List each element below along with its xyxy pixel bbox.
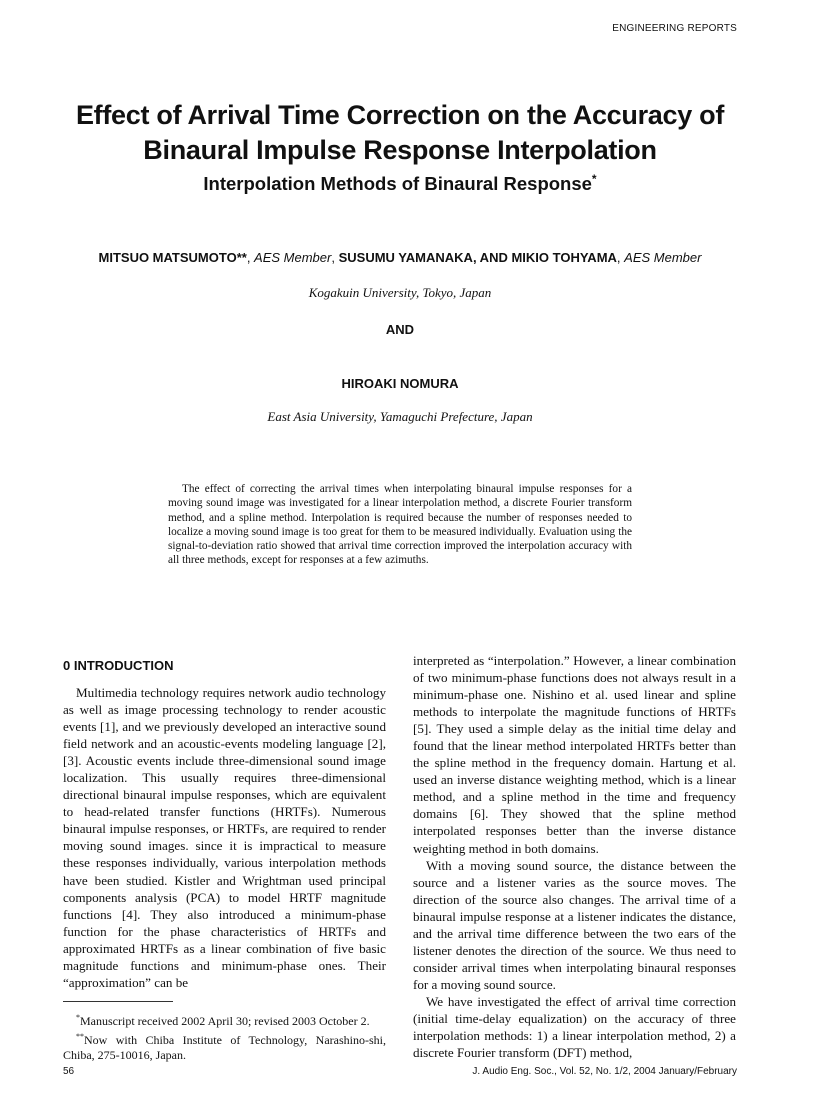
journal-reference: J. Audio Eng. Soc., Vol. 52, No. 1/2, 2004 January/February [472,1066,737,1077]
footnote-mark: * [76,1013,80,1022]
subtitle-text: Interpolation Methods of Binaural Response [203,173,592,194]
and-label: AND [385,322,415,337]
paper-subtitle [0,172,800,195]
abstract: The effect of correcting the arrival times when interpolating binaural impulse responses for a moving sound image was investigated for a linear interpolation method, a discrete Fourier transform method, and a spline method. Interpolation is required because the number of responses needed to localize a moving sound image is too great for them to be measured individually. Evaluation using the signal-to-deviation ratio showed that arrival time correction improved the interpolation accuracy with all three methods, except for responses at a few azimuths. [168,483,632,567]
body-paragraph: Multimedia technology requires network audio technology as well as image processing technology to render acoustic events [1], and we previously developed an interactive sound field network and an acoustic-events modeling language [2], [3]. Acoustic events include three-dimensional sound image localization. This usually requires three-dimensional directional binaural impulse responses, which are equivalent to head-related transfer functions (HRTFs). Numerous binaural impulse responses, or HRTFs, are required to render moving sound images. since it is impractical to measure these responses individually, various interpolation methods have been studied. Kistler and Wrightman used principal components analysis (PCA) to model HRTF magnitude functions [4]. They also introduced a minimum-phase function for the phase characteristics of HRTFs and approximated HRTFs as a linear combination of five basic magnitude functions and minimum-phase ones. Their “approximation” can be [63,685,386,990]
paper-title-line-2: Binaural Impulse Response Interpolation [143,135,657,165]
page-number: 56 [63,1066,75,1077]
body-column-left [63,684,386,991]
paper-title-line-1: Effect of Arrival Time Correction on the Accuracy of [75,100,725,130]
paper-title [0,98,800,168]
subtitle-footnote-mark: * [591,172,597,186]
author-nomura: HIROAKI NOMURA [341,376,459,391]
footnotes [63,1010,386,1063]
footnote-affiliation [63,1029,386,1063]
body-paragraph: We have investigated the effect of arrival time correction (initial time-delay equalization) on the accuracy of three interpolation methods: 1) a linear interpolation method, 2) a discrete Fourier transform (DFT) method, [413,993,736,1061]
footnote-text: Now with Chiba Institute of Technology, Narashino-shi, Chiba, 275-10016, Japan. [63,1033,386,1062]
running-head: ENGINEERING REPORTS [612,23,737,34]
footnote-divider [63,1001,173,1002]
affiliation-east-asia: East Asia University, Yamaguchi Prefecture, Japan [267,409,533,424]
section-heading-introduction: 0 INTRODUCTION [63,658,174,673]
body-paragraph: interpreted as “interpolation.” However, a linear combination of two minimum-phase functions does not always result in a minimum-phase one. Nishino et al. used linear and spline methods to interpolate the magnitude functions of HRTFs [5]. They used a simple delay as the initial time delay and found that the linear method interpolated HRTFs better than the spline method in the frequency domain. Hartung et al. used an inverse distance weighting method, which is a linear method, and a spline method in the time and frequency domains [6]. They showed that the spline method interpolated responses better than the inverse distance weighting method in both domains. [413,653,736,856]
aes-membership-2: AES Member [624,250,702,265]
affiliation-kogakuin: Kogakuin University, Tokyo, Japan [308,285,492,300]
footnote-text: Manuscript received 2002 April 30; revised 2003 October 2. [80,1014,370,1028]
author-matsumoto: MITSUO MATSUMOTO** [98,250,247,265]
body-paragraph: With a moving sound source, the distance between the source and a listener varies as the source moves. The direction of the source also changes. The arrival time of a binaural impulse response at a listener indicates the distance, and the arrival time difference between the two ears of the listener denotes the direction of the source. We thus need to consider arrival times when interpolating binaural responses for a moving sound source. [413,857,736,992]
authors-yamanaka-tohyama: SUSUMU YAMANAKA, AND MIKIO TOHYAMA [338,250,617,265]
footnote-mark: ** [76,1032,84,1041]
footnote-manuscript [63,1010,386,1029]
body-column-right [413,652,736,1061]
author-line: MITSUO MATSUMOTO**, AES Member, SUSUMU YAMANAKA, AND MIKIO TOHYAMA, AES Member [98,250,702,265]
aes-membership-1: AES Member [254,250,332,265]
